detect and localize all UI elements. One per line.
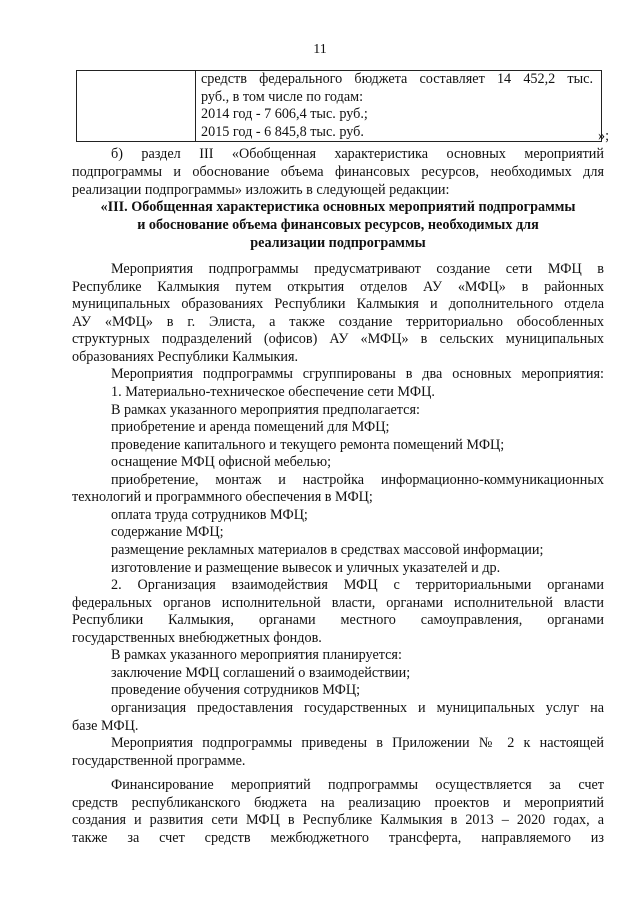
list-item: заключение МФЦ соглашений о взаимодействии;	[111, 665, 411, 681]
table-closing-quote: »;	[598, 128, 610, 144]
amendment-line: б) раздел III «Обобщенная характеристика основных мероприятий	[111, 146, 604, 162]
financing-table	[76, 70, 602, 142]
list-item: проведение обучения сотрудников МФЦ;	[111, 682, 361, 698]
list-item: оснащение МФЦ офисной мебелью;	[111, 454, 332, 470]
paragraph-line: образованиях Республики Калмыкия.	[72, 349, 299, 365]
paragraph-line: В рамках указанного мероприятия планируется:	[111, 647, 402, 663]
table-line: 2015 год - 6 845,8 тыс. руб.	[201, 123, 364, 140]
paragraph-line: В рамках указанного мероприятия предполагается:	[111, 402, 420, 418]
table-line: руб., в том числе по годам:	[201, 88, 364, 105]
list-item: технологий и программного обеспечения в МФЦ;	[72, 489, 373, 505]
list-item: проведение капитального и текущего ремонта помещений МФЦ;	[111, 437, 505, 453]
paragraph-line: 1. Материально-техническое обеспечение сети МФЦ.	[111, 384, 435, 400]
paragraph-line: 2. Организация взаимодействия МФЦ с территориальными органами	[111, 577, 604, 593]
paragraph-line: государственной программе.	[72, 753, 246, 769]
paragraph-line: Мероприятия подпрограммы предусматривают создание сети МФЦ в	[111, 261, 604, 277]
list-item: изготовление и размещение вывесок и уличных указателей и др.	[111, 560, 501, 576]
amendment-line: подпрограммы и обоснование объема финансовых ресурсов, необходимых для	[72, 164, 604, 180]
table-text-cell	[196, 71, 602, 142]
paragraph-line: Республике Калмыкия путем открытия отделов АУ «МФЦ» в районных	[72, 279, 604, 295]
list-item: содержание МФЦ;	[111, 524, 224, 540]
paragraph-line: структурных подразделений (офисов) АУ «МФЦ» в сельских муниципальных	[72, 331, 604, 347]
paragraph-line: Финансирование мероприятий подпрограммы осуществляется за счет	[111, 777, 604, 793]
table-line: средств федерального бюджета составляет 14 452,2 тыс.	[201, 71, 593, 87]
paragraph-line: Республики Калмыкия, органами местного самоуправления, органами	[72, 612, 604, 628]
paragraph-line: средств республиканского бюджета на реализацию проектов и мероприятий	[72, 795, 604, 811]
paragraph-line: федеральных органов исполнительной власти, органами исполнительной власти	[72, 595, 604, 611]
section-heading: и обоснование объема финансовых ресурсов, необходимых для	[137, 217, 539, 233]
list-item: приобретение и аренда помещений для МФЦ;	[111, 419, 390, 435]
section-heading: «III. Обобщенная характеристика основных мероприятий подпрограммы	[100, 199, 576, 215]
list-item: базе МФЦ.	[72, 718, 139, 734]
paragraph-line: также за счет средств межбюджетного трансферта, направляемого из	[72, 830, 604, 846]
paragraph-line: государственных внебюджетных фондов.	[72, 630, 322, 646]
table-line: 2014 год - 7 606,4 тыс. руб.;	[201, 106, 368, 122]
paragraph-line: АУ «МФЦ» в г. Элиста, а также создание территориально обособленных	[72, 314, 604, 330]
section-heading: реализации подпрограммы	[250, 235, 426, 251]
paragraph-line: Мероприятия подпрограммы приведены в Приложении № 2 к настоящей	[111, 735, 604, 751]
page-number: 11	[313, 42, 327, 57]
paragraph-line: Мероприятия подпрограммы сгруппированы в два основных мероприятия:	[111, 366, 604, 382]
list-item: оплата труда сотрудников МФЦ;	[111, 507, 308, 523]
list-item: размещение рекламных материалов в средствах массовой информации;	[111, 542, 544, 558]
list-item: организация предоставления государственных и муниципальных услуг на	[111, 700, 604, 716]
paragraph-line: муниципальных образованиях Республики Калмыкия и дополнительного отдела	[72, 296, 604, 312]
amendment-line: реализации подпрограммы» изложить в следующей редакции:	[72, 182, 450, 198]
table-empty-cell	[77, 71, 196, 142]
list-item: приобретение, монтаж и настройка информационно-коммуникационных	[111, 472, 604, 488]
paragraph-line: создания и развития сети МФЦ в Республике Калмыкия в 2013 – 2020 годах, а	[72, 812, 604, 828]
